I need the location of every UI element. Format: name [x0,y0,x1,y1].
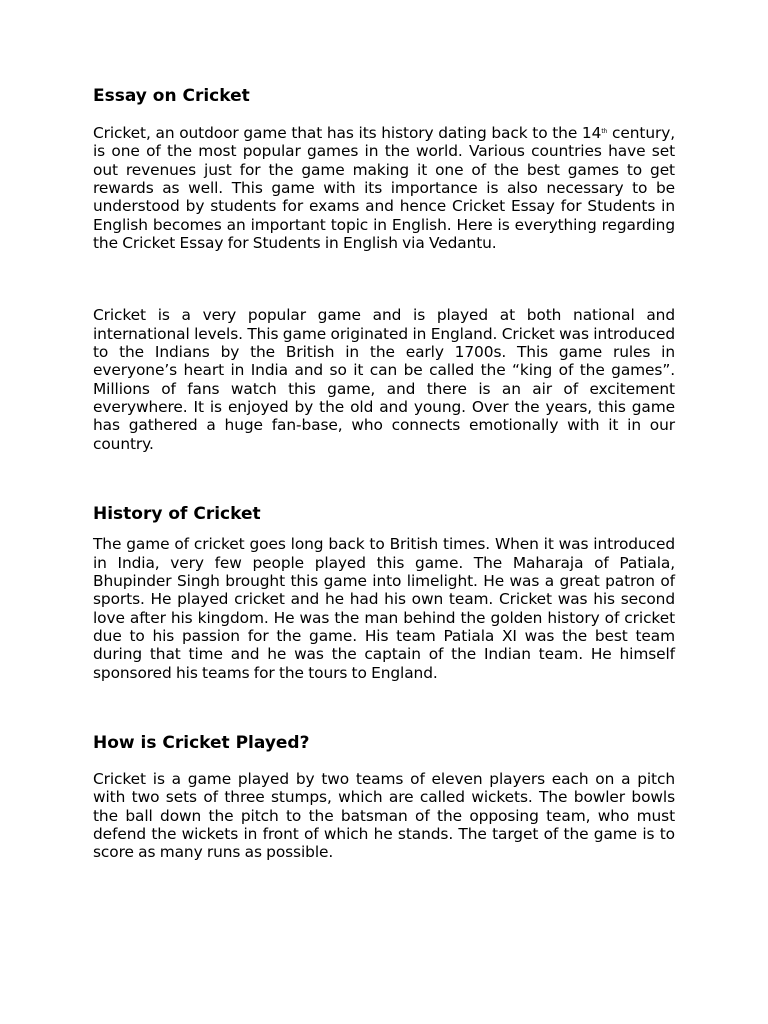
intro-paragraph-1-text-b: century, is one of the most popular games in the world. Various countries have set out revenues just for the game making it one of the best games to get rewards as well. This game with its importance is also necessary to be understood by students for exams and hence Cricket Essay for Students in English becomes an important topic in English. Here is everything regarding the Cricket Essay for Students in English via Vedantu. [93,124,676,253]
how-played-heading: How is Cricket Played? [93,732,310,753]
intro-paragraph-1 [93,124,675,252]
essay-title: Essay on Cricket [93,86,250,106]
document-page [93,85,675,862]
ordinal-superscript: th [601,128,608,135]
intro-paragraph-1-text-a: Cricket, an outdoor game that has its history dating back to the 14 [93,124,602,142]
intro-paragraph-2: Cricket is a very popular game and is played at both national and international levels. This game originated in England. Cricket was introduced to the Indians by the British in the early 1700s. This game rules in everyone’s heart in India and so it can be called the “king of the games”. Millions of fans watch this game, and there is an air of excitement everywhere. It is enjoyed by the old and young. Over the years, this game has gathered a huge fan-base, who connects emotionally with it in our country. [93,306,675,453]
how-played-paragraph: Cricket is a game played by two teams of eleven players each on a pitch with two sets of three stumps, which are called wickets. The bowler bowls the ball down the pitch to the batsman of the opposing team, who must defend the wickets in front of which he stands. The target of the game is to score as many runs as possible. [93,769,675,862]
history-paragraph: The game of cricket goes long back to British times. When it was introduced in India, very few people played this game. The Maharaja of Patiala, Bhupinder Singh brought this game into limelight. He was a great patron of sports. He played cricket and he had his own team. Cricket was his second love after his kingdom. He was the man behind the golden history of cricket due to his passion for the game. His team Patiala XI was the best team during that time and he was the captain of the Indian team. He himself sponsored his teams for the tours to England. [93,535,675,682]
history-heading: History of Cricket [93,504,261,525]
